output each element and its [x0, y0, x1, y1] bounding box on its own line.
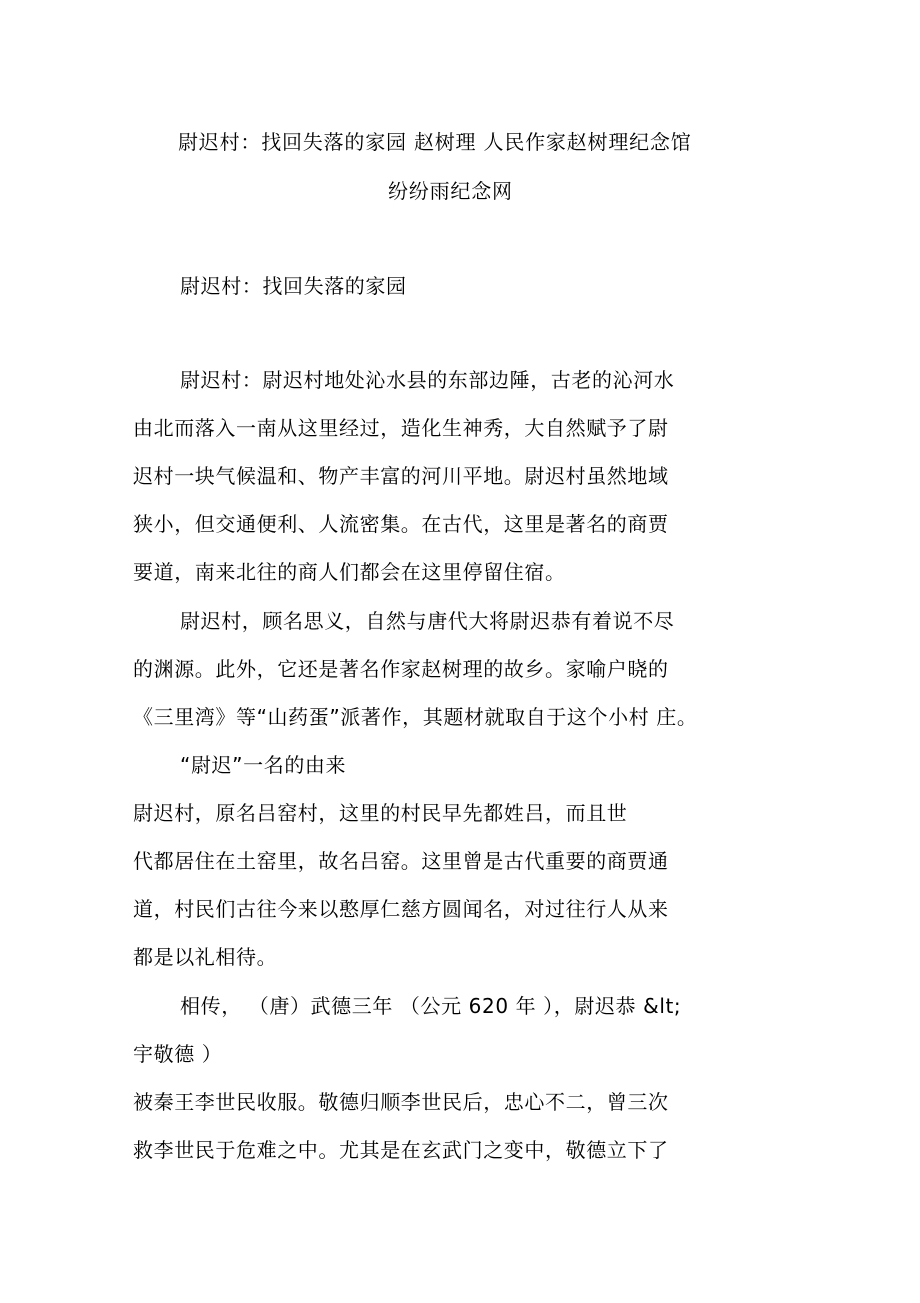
body-line: 尉迟村：尉迟村地处沁水县的东部边陲，古老的沁河水 — [180, 368, 675, 392]
section-heading: 尉迟村：找回失落的家园 — [180, 274, 407, 298]
body-line: 尉迟村，原名吕窑村，这里的村民早先都姓吕，而且世 — [133, 801, 628, 825]
body-line: 相传， （唐）武德三年 （公元 620 年 ），尉迟恭 &lt; — [180, 994, 682, 1018]
body-line: 都是以礼相待。 — [133, 945, 278, 969]
section-heading: “尉迟”一名的由来 — [180, 753, 347, 777]
body-line: 代都居住在土窑里，故名吕窑。这里曾是古代重要的商贾通 — [133, 849, 669, 873]
body-line: 要道，南来北往的商人们都会在这里停留住宿。 — [133, 560, 566, 584]
body-line: 迟村一块气候温和、物产丰富的河川平地。尉迟村虽然地域 — [133, 464, 669, 488]
body-line: 的渊源。此外，它还是著名作家赵树理的故乡。家喻户晓的 — [133, 657, 669, 681]
body-line: 尉迟村，顾名思义，自然与唐代大将尉迟恭有着说不尽 — [180, 609, 675, 633]
document-title: 尉迟村：找回失落的家园 赵树理 人民作家赵树理纪念馆 — [178, 130, 692, 154]
body-line: 狭小，但交通便利、人流密集。在古代，这里是著名的商贾 — [133, 512, 669, 536]
body-line: 救李世民于危难之中。尤其是在玄武门之变中，敬德立下了 — [133, 1138, 669, 1162]
body-line: 宇敬德 ） — [133, 1042, 223, 1066]
body-line: 《三里湾》等“山药蛋”派著作，其题材就取自于这个小村 庄。 — [133, 705, 698, 729]
body-line: 道，村民们古往今来以憨厚仁慈方圆闻名，对过往行人从来 — [133, 897, 669, 921]
document-source: 纷纷雨纪念网 — [388, 179, 513, 203]
body-line: 由北而落入一南从这里经过，造化生神秀，大自然赋予了尉 — [133, 416, 669, 440]
body-line: 被秦王李世民收服。敬德归顺李世民后，忠心不二，曾三次 — [133, 1090, 669, 1114]
